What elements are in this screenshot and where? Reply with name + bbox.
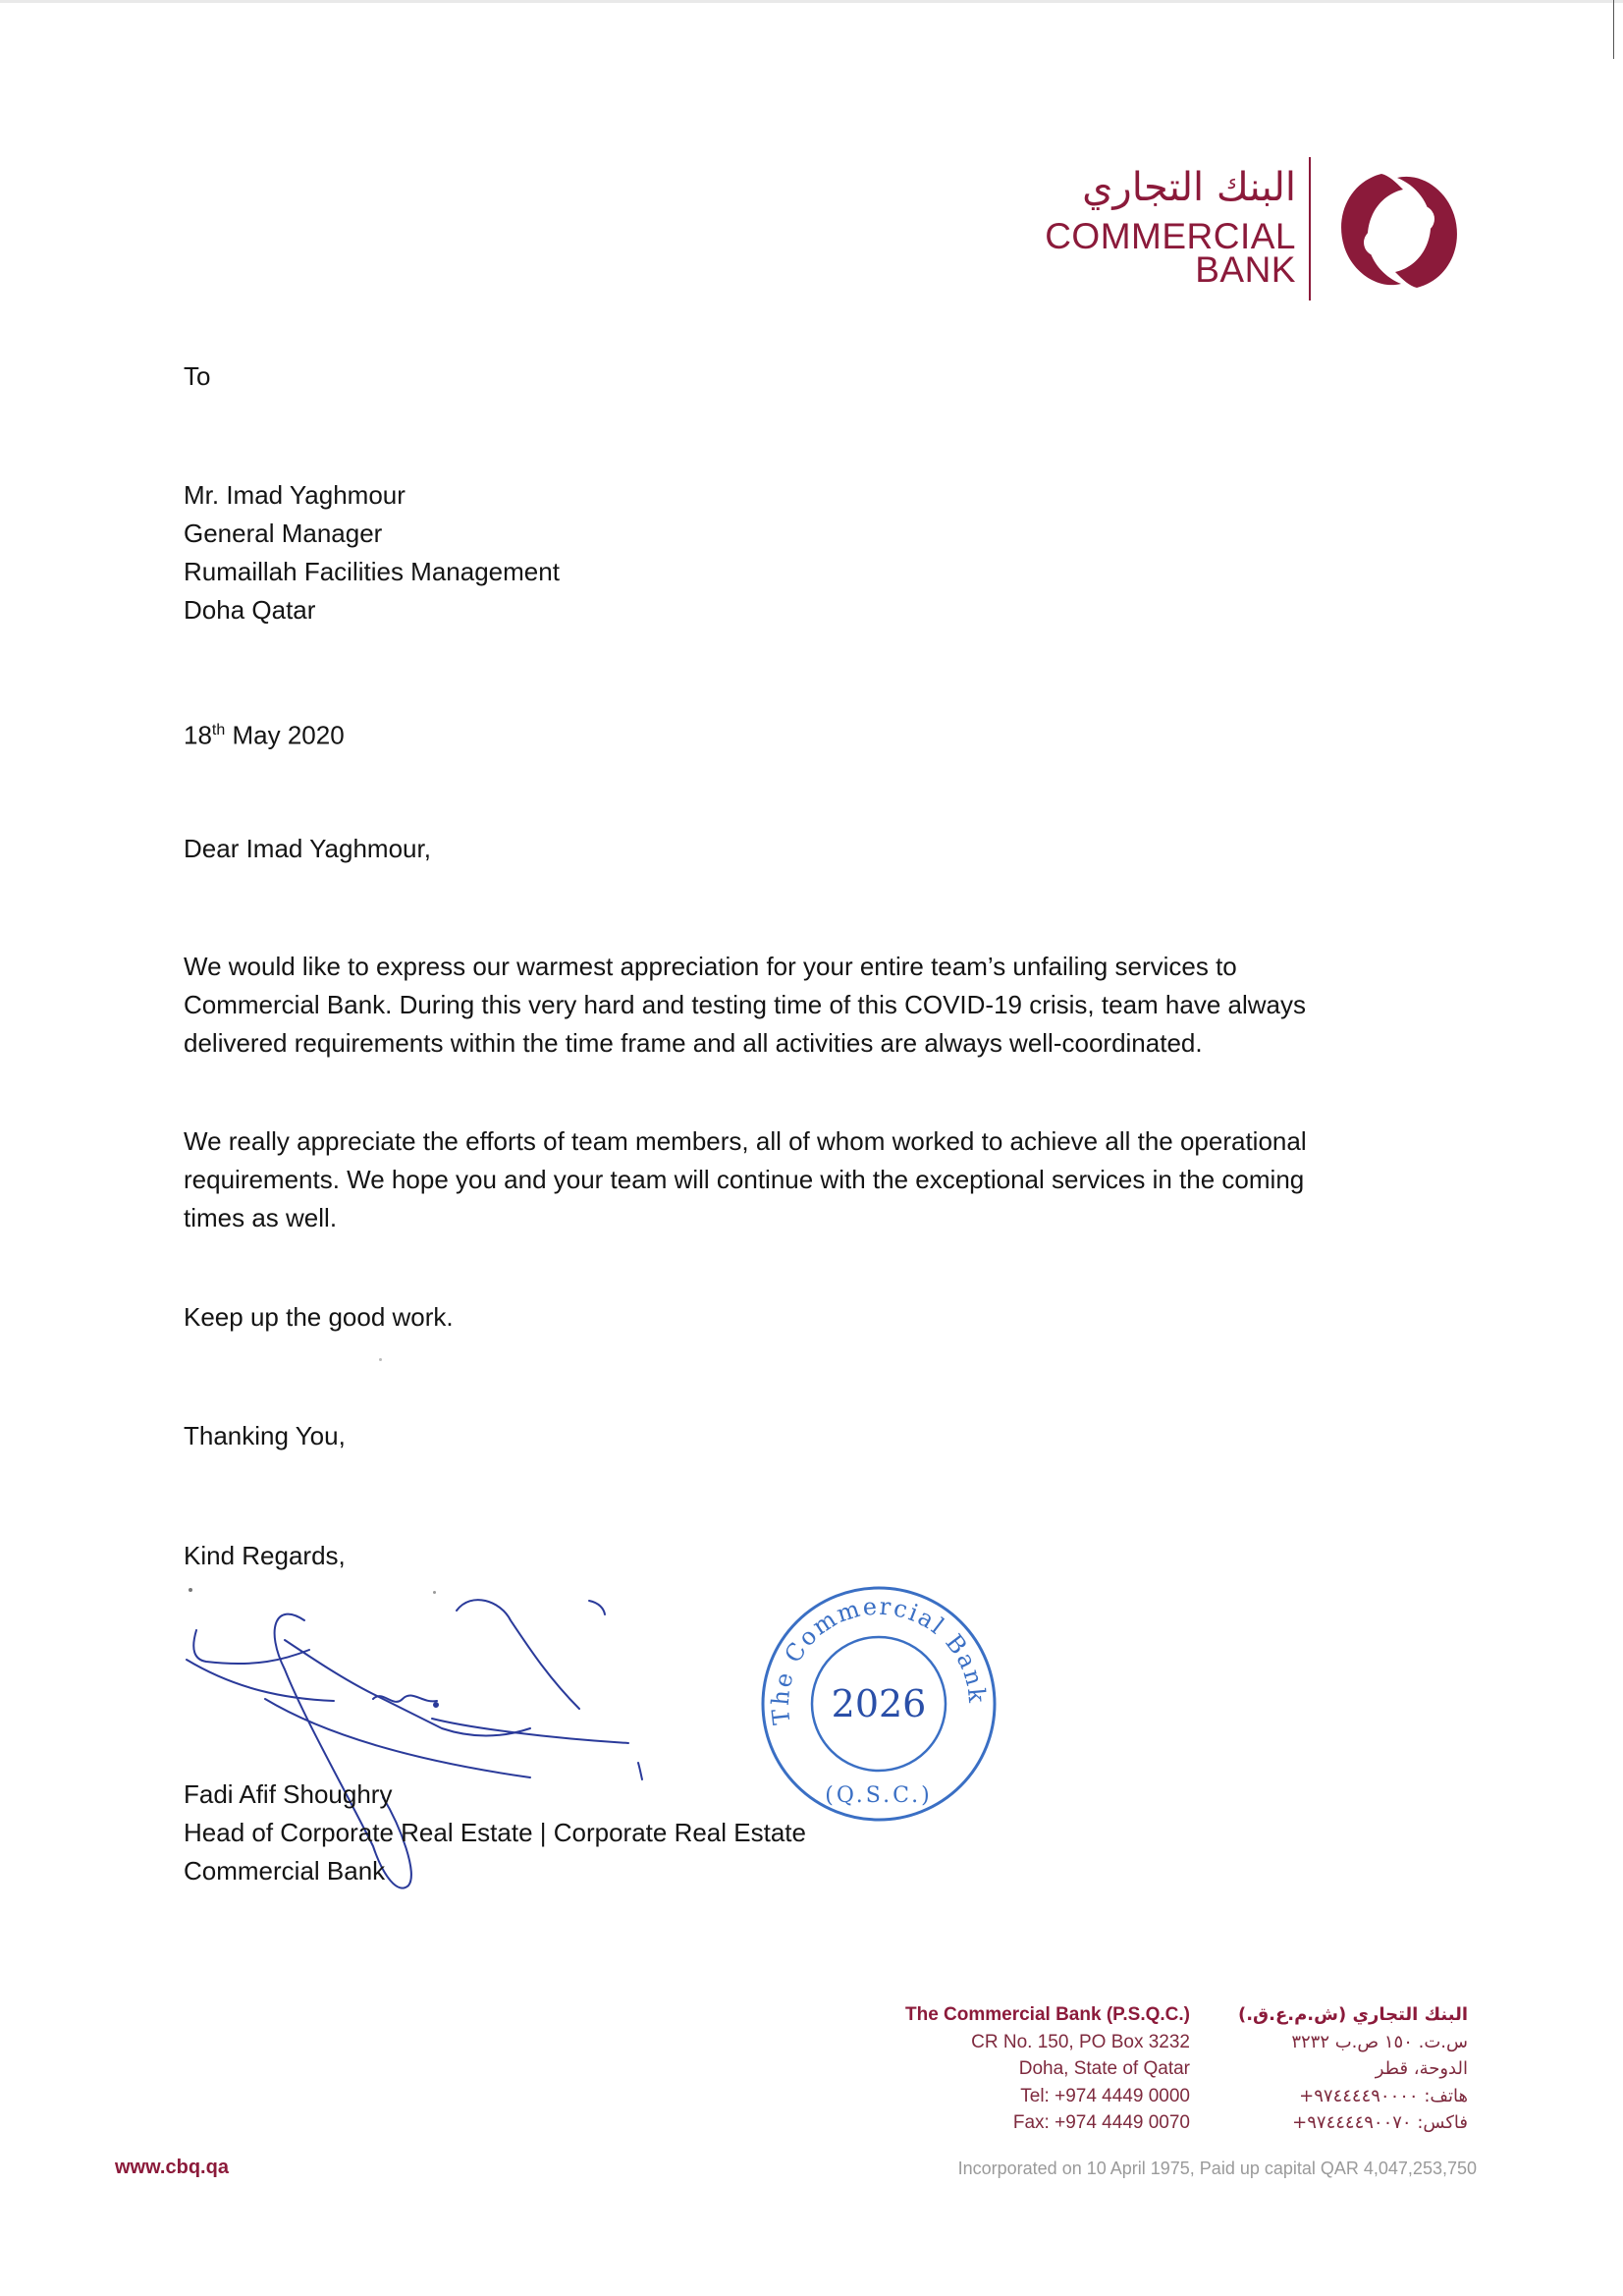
footer-city-en: Doha, State of Qatar — [1018, 2058, 1190, 2079]
footer-city-ar: الدوحة، قطر — [1375, 2058, 1468, 2079]
incorporation-note: Incorporated on 10 April 1975, Paid up capital QAR 4,047,253,750 — [957, 2159, 1477, 2178]
paragraph-line: We would like to express our warmest appreciation for your entire team’s unfailing services to — [184, 952, 1237, 981]
date-rest: May 2020 — [225, 720, 345, 750]
footer-arabic-address — [1213, 2001, 1468, 2137]
footer-fax-en: Fax: +974 4449 0070 — [1012, 2112, 1190, 2133]
logo-divider — [1309, 157, 1311, 301]
logo-wordmark-line2: BANK — [1195, 249, 1296, 290]
footer-company-ar: البنك التجاري (ش.م.ع.ق.) — [1237, 2004, 1468, 2025]
stamp-ring-text: The Commercial Bank — [766, 1592, 992, 1726]
signatory-block — [184, 1776, 1421, 1890]
paragraph-line: times as well. — [184, 1203, 338, 1232]
scan-edge-right — [1613, 0, 1614, 59]
footer-tel-en: Tel: +974 4449 0000 — [1020, 2085, 1190, 2106]
footer-cr-en: CR No. 150, PO Box 3232 — [971, 2031, 1190, 2052]
signatory-name: Fadi Afif Shoughry — [184, 1779, 393, 1809]
commercial-bank-logo-icon — [1321, 152, 1478, 309]
paragraph-2 — [184, 1122, 1421, 1237]
paragraph-1 — [184, 948, 1421, 1063]
scan-edge-top — [0, 0, 1623, 3]
footer-fax-ar: فاكس: ٩٧٤٤٤٤٩٠٠٧٠+ — [1292, 2112, 1468, 2133]
footer-company-en: The Commercial Bank (P.S.Q.C.) — [904, 2004, 1190, 2025]
to-label: To — [184, 361, 211, 391]
website-link[interactable]: www.cbq.qa — [115, 2157, 229, 2178]
recipient-name: Mr. Imad Yaghmour — [184, 480, 406, 510]
thanks-line: Thanking You, — [184, 1421, 346, 1450]
recipient-block — [184, 476, 1421, 629]
greeting: Dear Imad Yaghmour, — [184, 834, 431, 863]
recipient-title: General Manager — [184, 519, 383, 548]
regards-line: Kind Regards, — [184, 1541, 346, 1570]
keep-up-line: Keep up the good work. — [184, 1302, 454, 1332]
scan-speck — [379, 1358, 382, 1361]
scan-speck — [189, 1588, 192, 1592]
signatory-company: Commercial Bank — [184, 1856, 386, 1886]
signatory-position: Head of Corporate Real Estate | Corporate Real Estate — [184, 1818, 806, 1847]
recipient-company: Rumaillah Facilities Management — [184, 557, 560, 586]
stamp-number: 2026 — [831, 1682, 927, 1725]
stamp-suffix: (Q.S.C.) — [825, 1783, 933, 1808]
paragraph-line: We really appreciate the efforts of team members, all of whom worked to achieve all the operational — [184, 1126, 1307, 1156]
logo-wordmark-line1: COMMERCIAL — [1045, 216, 1296, 256]
letter-date — [184, 711, 345, 755]
paragraph-line: Commercial Bank. During this very hard and testing time of this COVID-19 crisis, team have always — [184, 990, 1306, 1019]
footer-tel-ar: هاتف: ٩٧٤٤٤٤٩٠٠٠٠+ — [1299, 2085, 1468, 2106]
paragraph-line: delivered requirements within the time frame and all activities are always well-coordinated. — [184, 1028, 1203, 1058]
date-suffix: th — [211, 722, 226, 738]
scan-speck — [433, 1591, 436, 1594]
footer-english-address — [864, 2001, 1190, 2137]
date-day: 18 — [184, 720, 212, 750]
recipient-city: Doha Qatar — [184, 595, 316, 625]
logo-arabic-name: البنك التجاري — [1082, 165, 1296, 210]
footer-cr-ar: س.ت. ١٥٠ ص.ب ٣٢٣٢ — [1291, 2031, 1468, 2052]
paragraph-line: requirements. We hope you and your team will continue with the exceptional services in the coming — [184, 1165, 1305, 1194]
